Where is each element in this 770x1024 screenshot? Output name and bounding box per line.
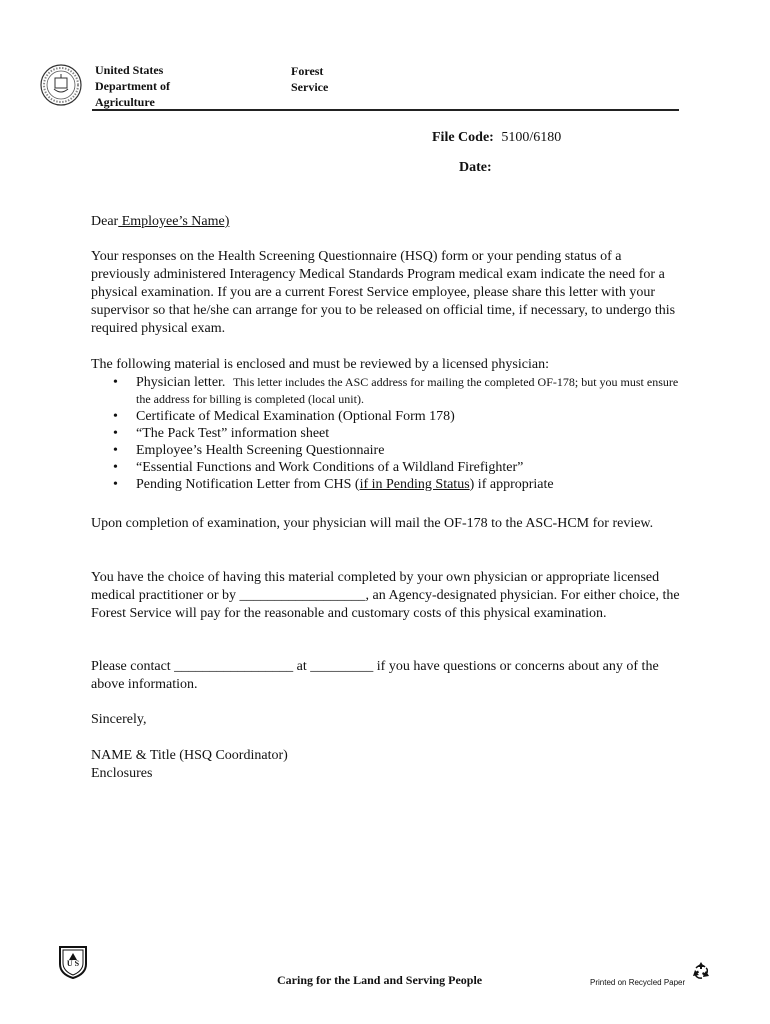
enclosure-item-1: Physician letter. bbox=[136, 375, 226, 390]
service-name bbox=[291, 63, 328, 95]
shield-text: U S bbox=[66, 959, 80, 968]
enclosures-label: Enclosures bbox=[91, 766, 153, 781]
list-item bbox=[91, 374, 681, 408]
signature: NAME & Title (HSQ Coordinator) bbox=[91, 748, 288, 763]
list-item bbox=[91, 476, 681, 493]
agency-line-2: Department of bbox=[95, 79, 170, 93]
recycle-icon bbox=[690, 960, 712, 982]
paragraph-2: Upon completion of examination, your physician will mail the OF-178 to the ASC-HCM for review. bbox=[91, 516, 654, 531]
agency-line-3: Agriculture bbox=[95, 95, 155, 109]
list-item bbox=[91, 425, 681, 442]
enclosed-intro: The following material is enclosed and must be reviewed by a licensed physician: bbox=[91, 357, 549, 372]
enclosure-item-5: “Essential Functions and Work Conditions of a Wildland Firefighter” bbox=[136, 460, 524, 475]
salutation-prefix: Dear bbox=[91, 214, 119, 229]
enclosure-item-6-pre: Pending Notification Letter from CHS ( bbox=[136, 477, 360, 492]
paragraph-1: Your responses on the Health Screening Questionnaire (HSQ) form or your pending status of a previously administered Interagency Medical Standards Program medical exam indicate the need for a physical examination. If you are a current Forest Service employee, please share this letter with your supervisor so that he/she can arrange for you to be released on official time, if necessary, to undergo this required physical exam. bbox=[91, 249, 676, 336]
enclosure-item-3: “The Pack Test” information sheet bbox=[136, 426, 330, 441]
list-item bbox=[91, 459, 681, 476]
enclosure-item-2: Certificate of Medical Examination (Optional Form 178) bbox=[136, 409, 455, 424]
file-code bbox=[432, 130, 561, 146]
service-line-2: Service bbox=[291, 80, 329, 94]
enclosure-list bbox=[91, 374, 681, 493]
list-item bbox=[91, 408, 681, 425]
closing: Sincerely, bbox=[91, 712, 147, 727]
date bbox=[459, 160, 492, 176]
agency-line-1: United States bbox=[95, 63, 164, 77]
date-label: Date: bbox=[459, 160, 492, 175]
paragraph-4: Please contact _________________ at _________ if you have questions or concerns about any of the above information. bbox=[91, 659, 659, 692]
service-line-1: Forest bbox=[291, 64, 324, 78]
usda-seal-icon bbox=[40, 64, 82, 106]
header-rule bbox=[92, 109, 679, 111]
forest-service-shield-icon bbox=[57, 944, 89, 980]
enclosure-item-4: Employee’s Health Screening Questionnaire bbox=[136, 443, 385, 458]
footer-motto: Caring for the Land and Serving People bbox=[277, 973, 483, 987]
file-code-value: 5100/6180 bbox=[501, 130, 562, 145]
salutation-name: Employee’s Name) bbox=[118, 214, 230, 229]
enclosure-item-1-note: This letter includes the ASC address for mailing the completed OF-178; but you must ensure the address for billing is completed (local unit). bbox=[136, 375, 679, 406]
paragraph-3: You have the choice of having this material completed by your own physician or appropriate licensed medical practitioner or by __________________, an Agency-designated physician. For either choice, the Forest Service will pay for the reasonable and customary costs of this physical examination. bbox=[91, 570, 680, 621]
agency-name bbox=[95, 62, 170, 110]
list-item bbox=[91, 442, 681, 459]
enclosure-item-6-post: ) if appropriate bbox=[469, 477, 554, 492]
salutation bbox=[91, 213, 681, 231]
enclosure-item-6-link: if in Pending Status bbox=[359, 477, 470, 492]
recycled-note: Printed on Recycled Paper bbox=[590, 978, 686, 987]
file-code-label: File Code: bbox=[432, 130, 494, 145]
